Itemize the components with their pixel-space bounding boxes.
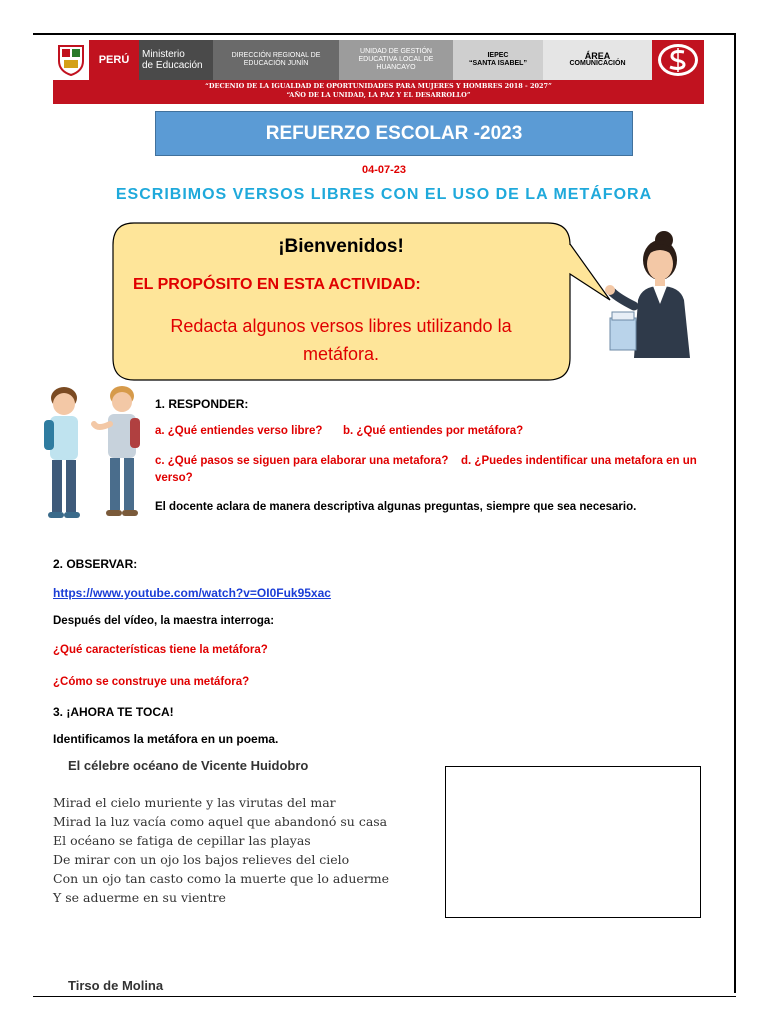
school-label: IEPEC “SANTA ISABEL” [453,40,543,80]
answer-box[interactable] [445,766,701,918]
lesson-subtitle: ESCRIBIMOS VERSOS LIBRES CON EL USO DE LA METÁFORA [115,186,653,203]
poem-body [53,793,389,907]
question-c: c. ¿Qué pasos se siguen para elaborar una metafora? [155,455,449,467]
ministerio-label: Ministerio de Educación [139,40,213,80]
question-a: a. ¿Qué entiendes verso libre? [155,425,323,437]
date-label: 04-07-23 [361,164,407,176]
poem-line: Con un ojo tan casto como la muerte que lo aduerme [53,871,389,886]
header-banner [53,40,704,104]
teacher-illustration-icon [598,226,708,358]
question-construction: ¿Cómo se construye una metáfora? [53,676,250,688]
teacher-note: El docente aclara de manera descriptiva algunas preguntas, siempre que sea necesario. [155,501,637,513]
question-b: b. ¿Qué entiendes por metáfora? [343,425,524,437]
purpose-heading: EL PROPÓSITO EN ESTA ACTIVIDAD: [133,276,421,293]
poem-line: De mirar con un ojo los bajos relieves del cielo [53,852,350,867]
page-title: REFUERZO ESCOLAR -2023 [155,111,633,156]
peru-label: PERÚ [98,54,130,66]
poem-line: Y se aduerme en su vientre [53,890,226,905]
students-illustration-icon [36,384,148,524]
question-d-continued: verso? [155,472,193,484]
peru-coat-of-arms-icon [53,40,89,80]
question-characteristics: ¿Qué características tiene la metáfora? [53,644,268,656]
poem-title: El célebre océano de Vicente Huidobro [68,758,309,773]
dre-label: DIRECCIÓN REGIONAL DE EDUCACIÓN JUNÍN [213,40,339,80]
school-logo-icon [652,40,704,80]
poem-line: El océano se fatiga de cepillar las playas [53,833,311,848]
after-video-text: Después del vídeo, la maestra interroga: [53,615,275,627]
ugel-label: UNIDAD DE GESTIÓN EDUCATIVA LOCAL DE HUANCAYO [339,40,453,80]
question-d: d. ¿Puedes indentificar una metafora en un [461,455,697,467]
next-author: Tirso de Molina [68,978,164,993]
bottom-rule [33,996,736,997]
section-2-heading: 2. OBSERVAR: [53,557,138,571]
section-3-heading: 3. ¡AHORA TE TOCA! [53,705,174,719]
section-3-instruction: Identificamos la metáfora en un poema. [53,732,279,746]
video-link[interactable]: https://www.youtube.com/watch?v=OI0Fuk95xac [53,586,331,600]
section-1-heading: 1. RESPONDER: [155,397,249,411]
purpose-text: Redacta algunos versos libres utilizando la metáfora. [170,316,512,364]
poem-line: Mirad la luz vacía como aquel que abandonó su casa [53,814,388,829]
area-label: ÁREA COMUNICACIÓN [543,40,652,80]
banner-motto: “DECENIO DE LA IGUALDAD DE OPORTUNIDADES PARA MUJERES Y HOMBRES 2018 - 2027” “AÑO DE LA UNIDAD, LA PAZ Y EL DESARROLLO” [205,82,552,99]
welcome-heading: ¡Bienvenidos! [278,236,404,257]
poem-line: Mirad el cielo muriente y las virutas del mar [53,795,336,810]
